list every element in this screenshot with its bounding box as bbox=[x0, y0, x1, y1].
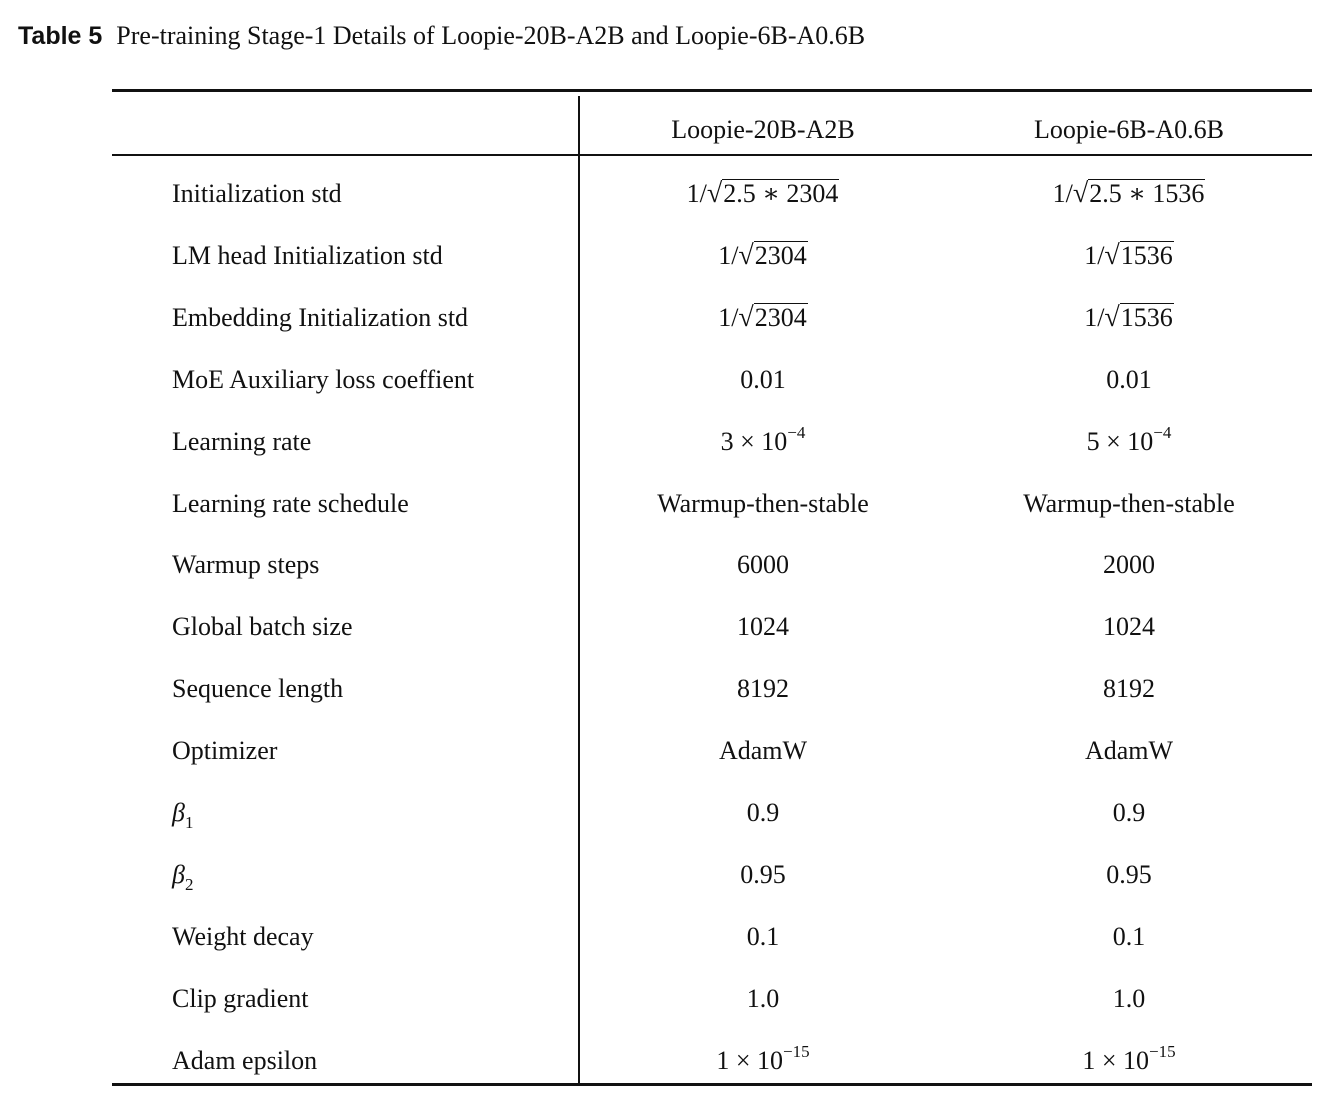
row-label: Embedding Initialization std bbox=[172, 302, 469, 332]
table-row bbox=[0, 658, 1335, 720]
cell-loopie-6b: 2000 bbox=[1103, 550, 1155, 580]
sqrt-radicand: 1536 bbox=[1120, 240, 1173, 270]
column-header-loopie-6b: Loopie-6B-A0.6B bbox=[1034, 115, 1224, 144]
cell-loopie-6b bbox=[959, 225, 1299, 287]
cell-loopie-20b: 8192 bbox=[737, 674, 789, 704]
table-row bbox=[0, 906, 1335, 968]
row-label bbox=[172, 844, 193, 906]
value-prefix: 1/ bbox=[718, 302, 739, 332]
cell-loopie-6b: 0.95 bbox=[1106, 859, 1152, 889]
value-prefix: 1/ bbox=[1052, 179, 1073, 208]
cell-loopie-6b bbox=[959, 411, 1299, 473]
table-top-rule bbox=[112, 89, 1312, 92]
table-row bbox=[0, 534, 1335, 596]
value-base: 3 × 10 bbox=[720, 426, 788, 456]
cell-loopie-20b: AdamW bbox=[718, 736, 808, 766]
row-label: Sequence length bbox=[172, 674, 344, 704]
cell-loopie-20b bbox=[593, 225, 933, 287]
table-row bbox=[0, 720, 1335, 782]
cell-loopie-6b bbox=[959, 163, 1299, 225]
row-label: Learning rate bbox=[172, 426, 312, 456]
cell-loopie-20b bbox=[593, 411, 933, 473]
cell-loopie-20b: 0.9 bbox=[746, 798, 780, 827]
cell-loopie-6b: Warmup-then-stable bbox=[1023, 488, 1235, 518]
sqrt-symbol: √ bbox=[706, 178, 723, 209]
table-row bbox=[0, 287, 1335, 349]
value-exponent: −15 bbox=[783, 1041, 810, 1061]
sqrt-symbol: √ bbox=[738, 239, 754, 271]
table-caption bbox=[18, 18, 865, 54]
row-label: Global batch size bbox=[172, 612, 353, 642]
row-label: Learning rate schedule bbox=[172, 488, 409, 518]
row-label: Initialization std bbox=[172, 179, 342, 208]
table-row bbox=[0, 163, 1335, 225]
cell-loopie-20b bbox=[593, 287, 933, 349]
sqrt-radicand: 2.5 ∗ 2304 bbox=[723, 179, 839, 208]
table-row bbox=[0, 844, 1335, 906]
row-label: Clip gradient bbox=[172, 983, 309, 1013]
cell-loopie-20b bbox=[593, 163, 933, 225]
cell-loopie-6b: 1.0 bbox=[1112, 983, 1146, 1013]
table-row bbox=[0, 968, 1335, 1030]
value-exponent: −4 bbox=[787, 422, 806, 442]
cell-loopie-20b: 1.0 bbox=[746, 983, 780, 1013]
cell-loopie-6b: 8192 bbox=[1103, 674, 1155, 704]
column-header-loopie-20b: Loopie-20B-A2B bbox=[671, 115, 855, 144]
symbol-subscript: 2 bbox=[184, 874, 194, 894]
cell-loopie-20b: Warmup-then-stable bbox=[657, 488, 869, 518]
cell-loopie-6b: 0.9 bbox=[1112, 798, 1146, 827]
row-label: Weight decay bbox=[172, 921, 314, 951]
cell-loopie-20b: 6000 bbox=[737, 550, 789, 580]
value-base: 1 × 10 bbox=[1082, 1045, 1150, 1075]
sqrt-symbol: √ bbox=[1072, 178, 1089, 209]
cell-loopie-6b: AdamW bbox=[1084, 736, 1174, 766]
value-exponent: −4 bbox=[1153, 422, 1172, 442]
value-exponent: −15 bbox=[1149, 1041, 1176, 1061]
table-row bbox=[0, 349, 1335, 411]
symbol: β bbox=[172, 798, 185, 827]
table-row bbox=[0, 596, 1335, 658]
table-header-rule bbox=[112, 154, 1312, 156]
sqrt-symbol: √ bbox=[1104, 301, 1120, 333]
cell-loopie-20b: 1024 bbox=[737, 612, 789, 642]
value-base: 1 × 10 bbox=[716, 1045, 784, 1075]
cell-loopie-6b bbox=[959, 287, 1299, 349]
table-row bbox=[0, 473, 1335, 535]
row-label: MoE Auxiliary loss coeffient bbox=[172, 364, 475, 394]
sqrt-radicand: 2304 bbox=[754, 302, 807, 332]
cell-loopie-6b: 0.1 bbox=[1112, 921, 1146, 951]
sqrt-radicand: 1536 bbox=[1120, 302, 1173, 332]
row-label: Optimizer bbox=[172, 736, 278, 766]
cell-loopie-20b: 0.1 bbox=[746, 921, 780, 951]
table-row bbox=[0, 225, 1335, 287]
sqrt-symbol: √ bbox=[738, 301, 754, 333]
value-prefix: 1/ bbox=[686, 179, 707, 208]
table-row bbox=[0, 1030, 1335, 1092]
sqrt-radicand: 2304 bbox=[754, 240, 807, 270]
symbol-subscript: 1 bbox=[184, 813, 194, 832]
cell-loopie-6b: 0.01 bbox=[1106, 364, 1152, 394]
cell-loopie-20b: 0.01 bbox=[740, 364, 786, 394]
table-caption-text: Pre-training Stage-1 Details of Loopie-20B-A2B and Loopie-6B-A0.6B bbox=[116, 21, 866, 50]
row-label: Warmup steps bbox=[172, 550, 320, 580]
value-prefix: 1/ bbox=[1084, 302, 1105, 332]
sqrt-symbol: √ bbox=[1104, 239, 1120, 271]
value-base: 5 × 10 bbox=[1086, 426, 1154, 456]
cell-loopie-20b bbox=[593, 1030, 933, 1092]
row-label: Adam epsilon bbox=[172, 1045, 318, 1075]
table-row bbox=[0, 411, 1335, 473]
cell-loopie-6b: 1024 bbox=[1103, 612, 1155, 642]
sqrt-radicand: 2.5 ∗ 1536 bbox=[1089, 179, 1205, 208]
table-row bbox=[0, 782, 1335, 844]
cell-loopie-6b bbox=[959, 1030, 1299, 1092]
table-caption-label: Table 5 bbox=[18, 22, 103, 50]
value-prefix: 1/ bbox=[718, 240, 739, 270]
cell-loopie-20b: 0.95 bbox=[740, 859, 786, 889]
row-label: LM head Initialization std bbox=[172, 240, 443, 270]
row-label bbox=[172, 782, 193, 844]
symbol: β bbox=[172, 859, 185, 889]
value-prefix: 1/ bbox=[1084, 240, 1105, 270]
